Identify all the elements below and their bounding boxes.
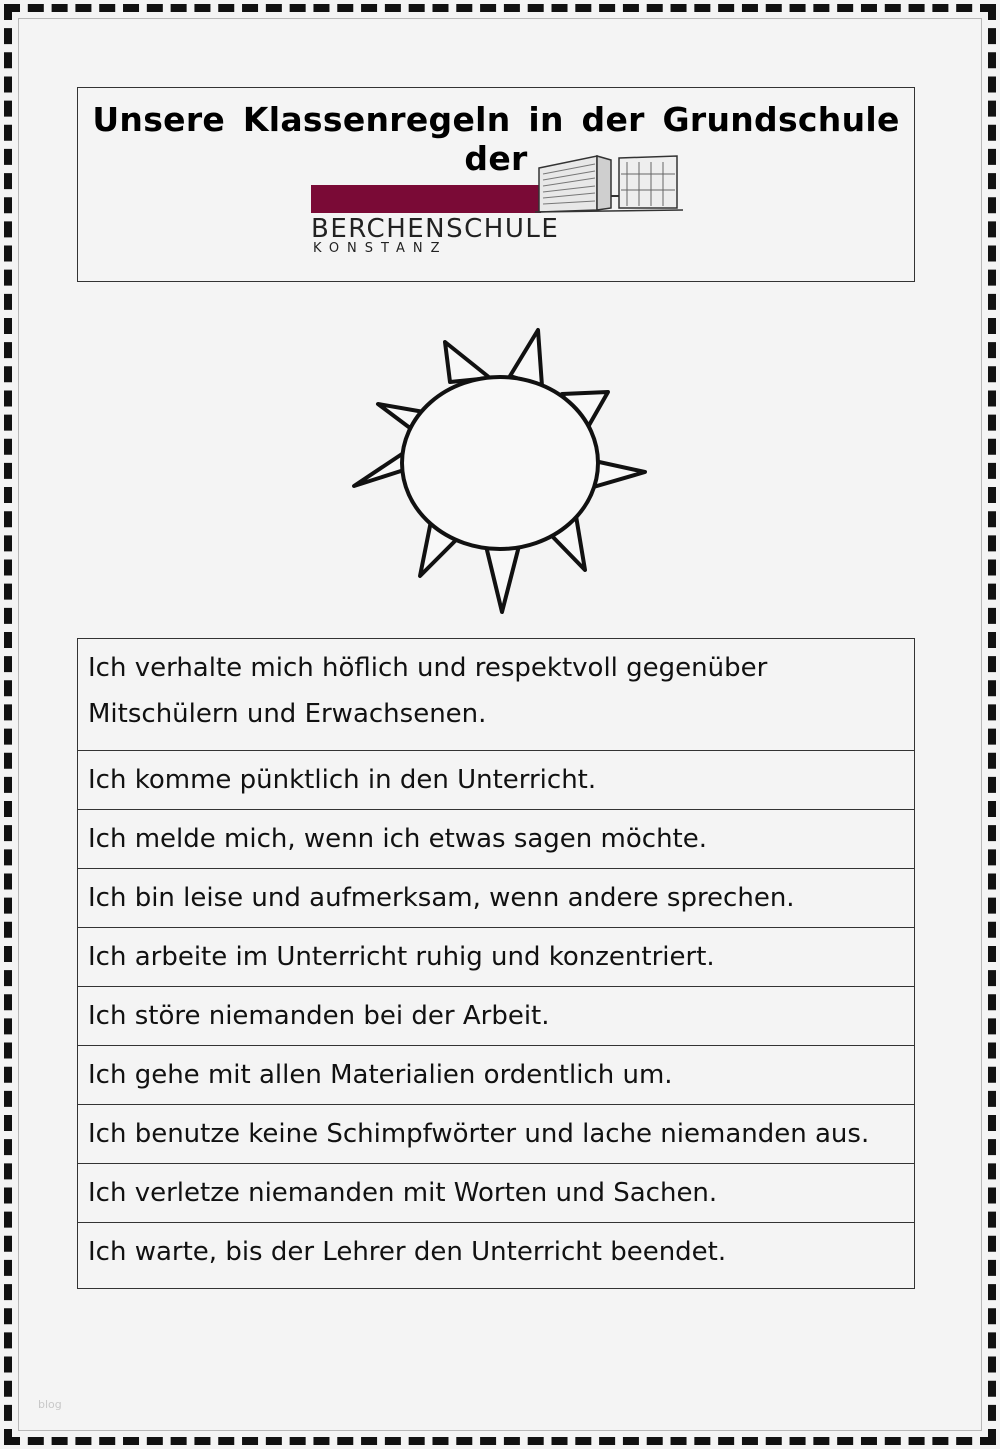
rule-text: Ich arbeite im Unterricht ruhig und konzentriert. [78, 928, 915, 987]
header-box [77, 87, 915, 282]
rule-text: Ich melde mich, wenn ich etwas sagen möchte. [78, 810, 915, 869]
table-row [78, 928, 915, 987]
logo-color-bar [311, 185, 541, 213]
page-title: Unsere Klassenregeln in der Grundschule der [92, 100, 900, 178]
rule-text: Ich verletze niemanden mit Worten und Sachen. [78, 1164, 915, 1223]
table-row [78, 1223, 915, 1289]
watermark-text: blog [38, 1398, 62, 1411]
table-row [78, 987, 915, 1046]
rule-text: Ich störe niemanden bei der Arbeit. [78, 987, 915, 1046]
school-logo [311, 150, 683, 260]
table-row [78, 639, 915, 751]
table-row [78, 1164, 915, 1223]
rule-text: Ich warte, bis der Lehrer den Unterricht beendet. [78, 1223, 915, 1289]
table-row [78, 751, 915, 810]
table-row [78, 1105, 915, 1164]
school-building-icon [535, 150, 683, 220]
rule-text: Ich benutze keine Schimpfwörter und lache niemanden aus. [78, 1105, 915, 1164]
sun-icon [340, 320, 660, 620]
table-row [78, 1046, 915, 1105]
rule-text: Ich komme pünktlich in den Unterricht. [78, 751, 915, 810]
table-row [78, 810, 915, 869]
rules-table [77, 638, 915, 1289]
rule-text: Ich gehe mit allen Materialien ordentlich um. [78, 1046, 915, 1105]
school-city: KONSTANZ [313, 241, 448, 256]
table-row [78, 869, 915, 928]
rule-text: Ich verhalte mich höflich und respektvoll gegenüber Mitschülern und Erwachsenen. [78, 639, 915, 751]
rule-text: Ich bin leise und aufmerksam, wenn andere sprechen. [78, 869, 915, 928]
school-name: BERCHENSCHULE [311, 214, 560, 244]
